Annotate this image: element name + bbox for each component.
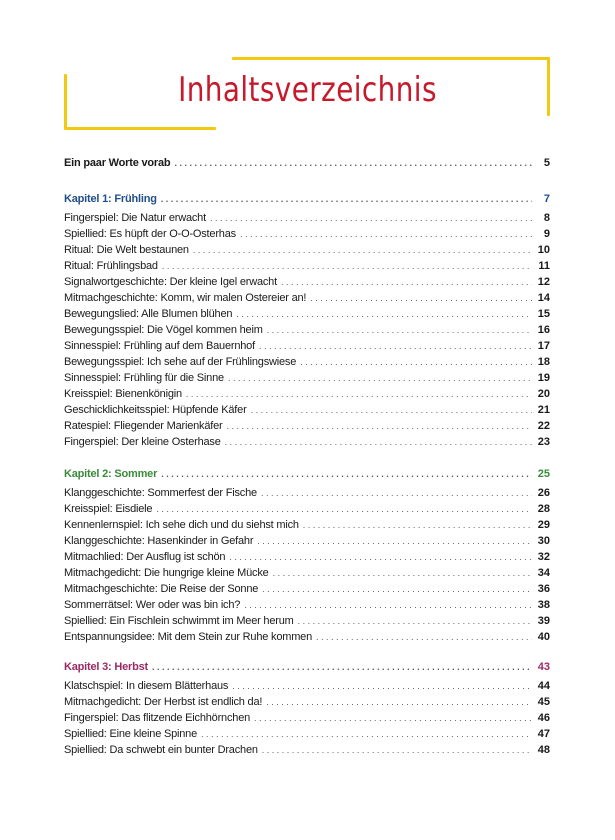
entry-page: 10 [537,244,550,256]
leader-dots [240,226,532,242]
entry-label: Bewegungsspiel: Ich sehe auf der Frühlingswiese [64,356,297,368]
leader-dots [298,613,532,629]
toc-entry[interactable] [64,354,550,370]
toc-entry[interactable] [64,726,550,742]
entry-page: 48 [537,744,550,756]
toc-entry[interactable] [64,258,550,274]
entry-label: Klanggeschichte: Hasenkinder in Gefahr [64,535,254,547]
entry-page: 45 [537,696,550,708]
leader-dots [161,466,532,482]
toc-entry[interactable] [64,565,550,581]
leader-dots [310,290,532,306]
entry-label: Mitmachgedicht: Der Herbst ist endlich da! [64,696,263,708]
chapter-heading[interactable] [64,191,550,207]
toc-entry[interactable] [64,386,550,402]
entry-page: 5 [543,157,550,169]
entry-page: 8 [543,212,550,224]
entry-label: Mitmachgeschichte: Komm, wir malen Ostereier an! [64,292,307,304]
entry-page: 38 [537,599,550,611]
entry-page: 26 [537,487,550,499]
leader-dots [232,678,532,694]
leader-dots [259,338,532,354]
entry-label: Sinnesspiel: Frühling für die Sinne [64,372,224,384]
entry-label: Ritual: Die Welt bestaunen [64,244,189,256]
toc-intro [64,155,550,174]
toc-chapter-1 [64,191,550,450]
toc-entry[interactable] [64,306,550,322]
entry-label: Kreisspiel: Eisdiele [64,503,153,515]
toc-entry[interactable] [64,226,550,242]
toc-entry[interactable] [64,210,550,226]
leader-dots [316,629,532,645]
entry-page: 21 [537,404,550,416]
entry-label: Kapitel 1: Frühling [64,193,157,205]
leader-dots [273,565,532,581]
toc-entry[interactable] [64,242,550,258]
entry-page: 19 [537,372,550,384]
entry-label: Signalwortgeschichte: Der kleine Igel erwacht [64,276,277,288]
entry-label: Kennenlernspiel: Ich sehe dich und du siehst mich [64,519,299,531]
leader-dots [257,533,532,549]
entry-label: Fingerspiel: Das flitzende Eichhörnchen [64,712,251,724]
leader-dots [193,242,532,258]
leader-dots [251,402,532,418]
toc-chapter-3 [64,659,550,758]
leader-dots [229,549,532,565]
toc-entry[interactable] [64,742,550,758]
entry-page: 15 [537,308,550,320]
entry-label: Ratespiel: Fliegender Marienkäfer [64,420,223,432]
entry-label: Klanggeschichte: Sommerfest der Fische [64,487,257,499]
toc-entry[interactable] [64,597,550,613]
leader-dots [228,370,532,386]
entry-page: 44 [537,680,550,692]
entry-label: Ein paar Worte vorab [64,157,171,169]
toc-entry[interactable] [64,581,550,597]
entry-page: 14 [537,292,550,304]
leader-dots [210,210,532,226]
chapter-heading[interactable] [64,466,550,482]
toc-entry[interactable] [64,710,550,726]
toc-entry[interactable] [64,694,550,710]
leader-dots [161,191,532,207]
entry-label: Spiellied: Es hüpft der O-O-Osterhas [64,228,236,240]
leader-dots [267,322,532,338]
entry-page: 25 [537,468,550,480]
toc-entry[interactable] [64,274,550,290]
entry-label: Bewegungsspiel: Die Vögel kommen heim [64,324,263,336]
entry-label: Sinnesspiel: Frühling auf dem Bauernhof [64,340,255,352]
leader-dots [152,659,532,675]
leader-dots [262,581,532,597]
entry-label: Spiellied: Da schwebt ein bunter Drachen [64,744,258,756]
toc-entry[interactable] [64,629,550,645]
leader-dots [226,418,532,434]
toc-entry[interactable] [64,434,550,450]
entry-page: 11 [538,260,550,272]
entry-page: 47 [537,728,550,740]
leader-dots [225,434,532,450]
toc-entry[interactable] [64,517,550,533]
entry-label: Bewegungslied: Alle Blumen blühen [64,308,233,320]
leader-dots [174,155,532,171]
entry-label: Spiellied: Eine kleine Spinne [64,728,198,740]
entry-page: 28 [537,503,550,515]
entry-page: 39 [537,615,550,627]
toc-entry[interactable] [64,322,550,338]
bracket-top-line [232,57,550,60]
leader-dots [156,501,532,517]
entry-label: Ritual: Frühlingsbad [64,260,158,272]
leader-dots [261,485,532,501]
entry-label: Klatschspiel: In diesem Blätterhaus [64,680,229,692]
page-title: Inhaltsverzeichnis [178,70,437,110]
leader-dots [266,694,532,710]
entry-page: 16 [537,324,550,336]
entry-label: Geschicklichkeitsspiel: Hüpfende Käfer [64,404,247,416]
entry-page: 17 [537,340,550,352]
entry-page: 34 [537,567,550,579]
entry-page: 29 [537,519,550,531]
entry-page: 40 [537,631,550,643]
entry-page: 7 [543,193,550,205]
entry-page: 12 [537,276,550,288]
entry-page: 22 [537,420,550,432]
leader-dots [236,306,532,322]
entry-label: Mitmachgeschichte: Die Reise der Sonne [64,583,259,595]
toc-entry[interactable] [64,338,550,354]
leader-dots [201,726,532,742]
toc-entry[interactable] [64,549,550,565]
leader-dots [300,354,532,370]
entry-page: 23 [537,436,550,448]
chapter-heading[interactable] [64,659,550,675]
entry-page: 43 [537,661,550,673]
toc-entry-intro[interactable] [64,155,550,171]
entry-label: Kapitel 3: Herbst [64,661,149,673]
entry-page: 9 [543,228,550,240]
leader-dots [254,710,532,726]
toc-entry[interactable] [64,485,550,501]
leader-dots [162,258,532,274]
entry-page: 36 [537,583,550,595]
entry-label: Fingerspiel: Die Natur erwacht [64,212,206,224]
toc-entry[interactable] [64,290,550,306]
toc-entry[interactable] [64,533,550,549]
toc-entry[interactable] [64,402,550,418]
toc-entry[interactable] [64,678,550,694]
leader-dots [281,274,532,290]
toc-entry[interactable] [64,418,550,434]
entry-label: Mitmachlied: Der Ausflug ist schön [64,551,226,563]
leader-dots [186,386,532,402]
entry-page: 32 [537,551,550,563]
entry-page: 46 [537,712,550,724]
entry-label: Spiellied: Ein Fischlein schwimmt im Meer herum [64,615,294,627]
leader-dots [262,742,532,758]
entry-label: Mitmachgedicht: Die hungrige kleine Mücke [64,567,269,579]
entry-page: 18 [537,356,550,368]
entry-label: Fingerspiel: Der kleine Osterhase [64,436,221,448]
toc-entry[interactable] [64,613,550,629]
entry-label: Sommerrätsel: Wer oder was bin ich? [64,599,241,611]
entry-page: 30 [537,535,550,547]
entry-page: 20 [537,388,550,400]
toc-entry[interactable] [64,370,550,386]
entry-label: Entspannungsidee: Mit dem Stein zur Ruhe kommen [64,631,313,643]
toc-entry[interactable] [64,501,550,517]
entry-label: Kreisspiel: Bienenkönigin [64,388,182,400]
toc-chapter-2 [64,466,550,645]
bracket-bottom-line [64,127,216,130]
leader-dots [244,597,532,613]
leader-dots [303,517,532,533]
entry-label: Kapitel 2: Sommer [64,468,158,480]
